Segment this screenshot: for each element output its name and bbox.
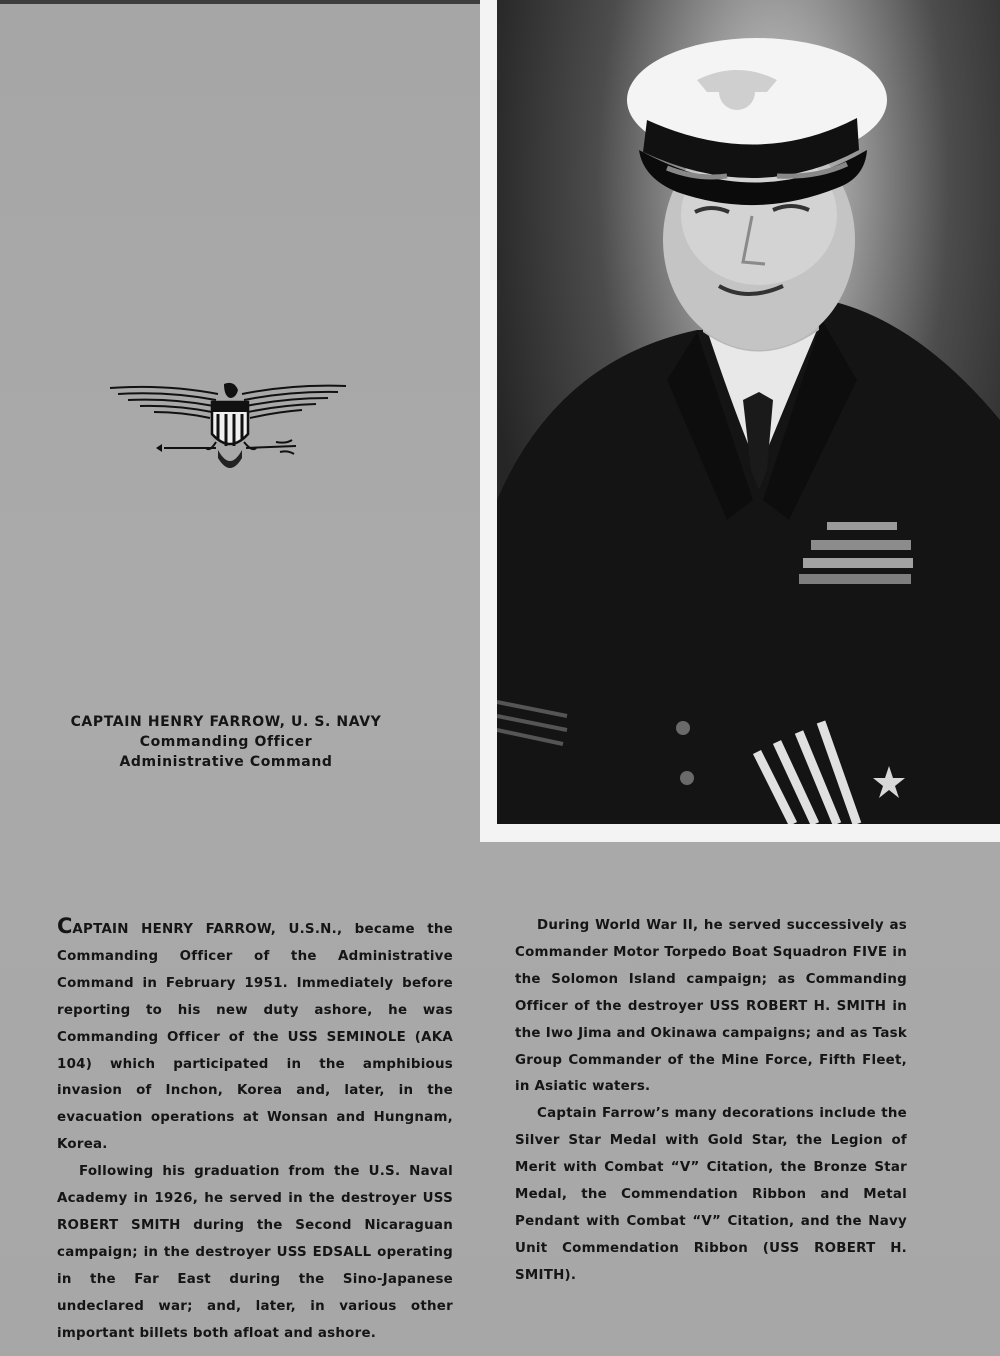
text-column-left [57,914,453,1348]
captain-portrait-photo [497,0,1000,824]
caption-name: CAPTAIN HENRY FARROW, U. S. NAVY [70,714,382,730]
caption-title: Commanding Officer [139,734,313,750]
paragraph-decorations: Captain Farrow’s many decorations include the Silver Star Medal with Gold Star, the Legion of Merit with Combat “V” Citation, the Bronze Star Medal, the Commendation Ribbon and Metal Pendant with Combat “V” Citation, and the Navy Unit Commendation Ribbon (USS ROBERT H. SMITH). [515,1106,907,1283]
caption-command: Administrative Command [119,754,333,770]
navy-eagle-insignia-icon [106,378,350,480]
drop-cap: C [57,914,73,938]
paragraph-intro [57,914,453,1159]
paragraph-ww2: During World War II, he served successively as Commander Motor Torpedo Boat Squadron FIVE in the Solomon Island campaign; as Commanding Officer of the destroyer USS ROBERT H. SMITH in the Iwo Jima and Okinawa campaigns; and as Task Group Commander of the Mine Force, Fifth Fleet, in Asiatic waters. [515,918,907,1095]
paragraph-intro-text: APTAIN HENRY FARROW, U.S.N., became the Commanding Officer of the Administrative Command in February 1951. Immediately before reporting to his new duty ashore, he was Commanding Officer of the USS SEMINOLE (AKA 104) which participated in the amphibious invasion of Inchon, Korea and, later, in the evacuation operations at Wonsan and Hungnam, Korea. [57,922,453,1153]
portrait-caption [30,712,422,772]
paragraph-education: Following his graduation from the U.S. Naval Academy in 1926, he served in the destroyer USS ROBERT SMITH during the Second Nicaraguan campaign; in the destroyer USS EDSALL operating in the Far East during the Sino-Japanese undeclared war; and, later, in various other important billets both afloat and ashore. [57,1164,453,1341]
text-column-right [515,913,907,1290]
